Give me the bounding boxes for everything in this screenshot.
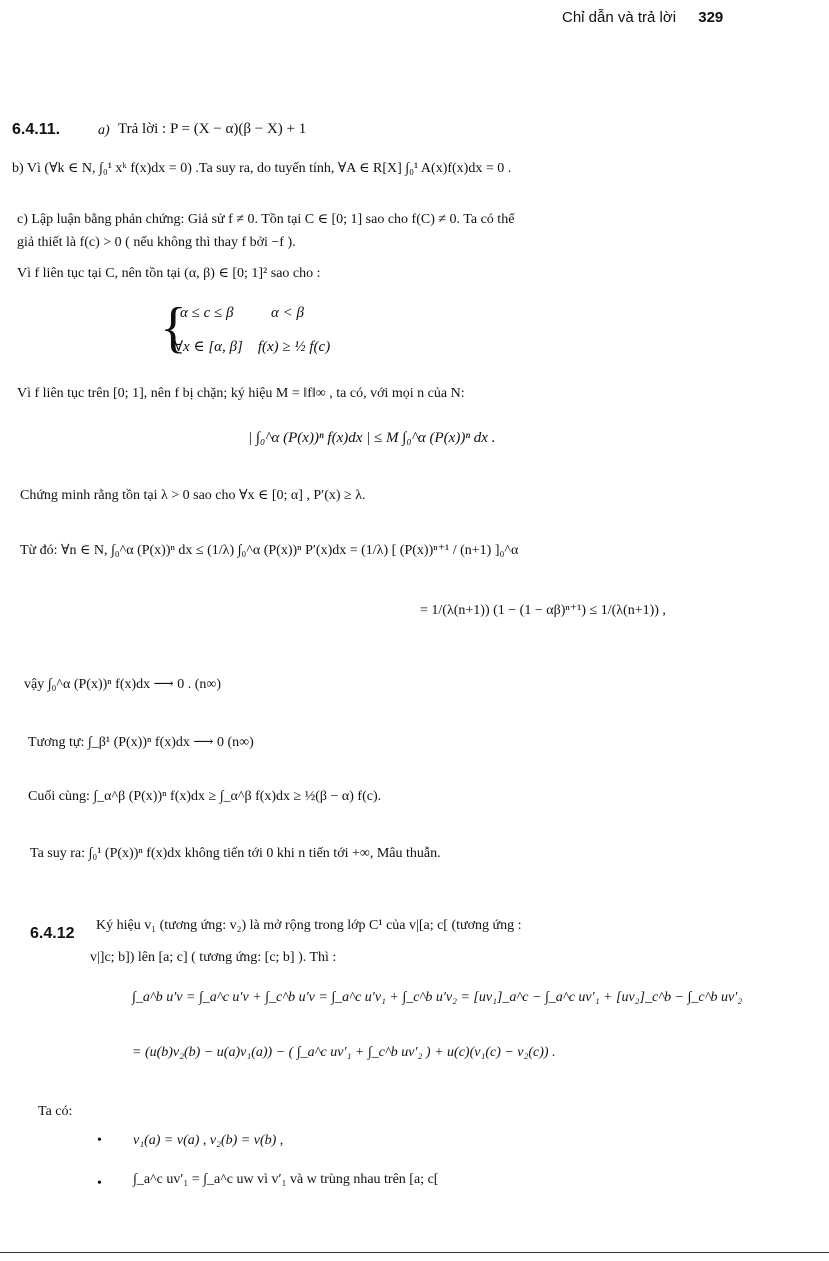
part-a-label: a) — [98, 123, 110, 138]
system-brace: { — [160, 297, 187, 359]
bounded-line: Vì f liên tục trên [0; 1], nên f bị chặn; ký hiệu M = ‖f‖∞ , ta có, với mọi n của N: — [17, 386, 465, 401]
integration-by-parts-eq1: ∫_a^b u′v = ∫_a^c u′v + ∫_c^b u′v = ∫_a^c u′v₁ + ∫_c^b u′v₂ = [uv₁]_a^c − ∫_a^c uv′₁ + [uv₂]_c^b − ∫_c^b uv′₂ — [132, 990, 743, 1005]
system-line-2: ∀x ∈ [α, β] f(x) ≥ ½ f(c) — [174, 339, 331, 355]
bullet-item-1: v₁(a) = v(a) , v₂(b) = v(b) , — [133, 1133, 284, 1148]
part-a-answer: Trả lời : P = (X − α)(β − X) + 1 — [118, 121, 307, 137]
final-inequality: Cuối cùng: ∫_α^β (P(x))ⁿ f(x)dx ≥ ∫_α^β f(x)dx ≥ ½(β − α) f(c). — [28, 789, 382, 804]
exercise-number-6-4-12: 6.4.12 — [30, 925, 75, 942]
bullet-item-2: ∫_a^c uv′₁ = ∫_a^c uw vì v′₁ và w trùng nhau trên [a; c[ — [133, 1172, 439, 1187]
exercise-number-6-4-11: 6.4.11. — [12, 121, 61, 138]
bullet-dot-2: • — [97, 1176, 102, 1191]
ta-co-label: Ta có: — [38, 1104, 73, 1119]
conclusion-line: Ta suy ra: ∫₀¹ (P(x))ⁿ f(x)dx không tiến tới 0 khi n tiến tới +∞, Mâu thuẫn. — [30, 846, 441, 861]
system-line-1: α ≤ c ≤ β α < β — [180, 305, 304, 321]
from-line: Từ đó: ∀n ∈ N, ∫₀^α (P(x))ⁿ dx ≤ (1/λ) ∫₀^α (P(x))ⁿ P′(x)dx = (1/λ) [ (P(x))ⁿ⁺¹ / (n+1) ]₀^α — [20, 543, 519, 558]
from-line-2: = 1/(λ(n+1)) (1 − (1 − αβ)ⁿ⁺¹) ≤ 1/(λ(n+1)) , — [420, 603, 666, 618]
running-header — [562, 9, 723, 26]
part-c-line1: c) Lập luận bằng phản chứng: Giả sử f ≠ 0. Tồn tại C ∈ [0; 1] sao cho f(C) ≠ 0. Ta có thể — [17, 212, 515, 227]
ex6412-line2: v|]c; b]) lên [a; c] ( tương ứng: [c; b] ). Thì : — [90, 950, 337, 965]
limit-line-2: Tương tự: ∫_β¹ (P(x))ⁿ f(x)dx ⟶ 0 (n∞) — [28, 735, 254, 750]
header-title: Chỉ dẫn và trả lời — [562, 9, 677, 26]
page-number: 329 — [698, 9, 724, 26]
part-b-line: b) Vì (∀k ∈ N, ∫₀¹ xᵏ f(x)dx = 0) .Ta suy ra, do tuyến tính, ∀A ∈ R[X] ∫₀¹ A(x)f(x)dx = 0 . — [12, 161, 512, 176]
bullet-dot-1: • — [97, 1133, 102, 1148]
integration-by-parts-eq2: = (u(b)v₂(b) − u(a)v₁(a)) − ( ∫_a^c uv′₁ + ∫_c^b uv′₂ ) + u(c)(v₁(c) − v₂(c)) . — [132, 1045, 556, 1060]
ex6412-line1: Ký hiệu v₁ (tương ứng: v₂) là mở rộng trong lớp C¹ của v|[a; c[ (tương ứng : — [96, 918, 522, 933]
inequality-1: | ∫₀^α (P(x))ⁿ f(x)dx | ≤ M ∫₀^α (P(x))ⁿ dx . — [248, 430, 496, 446]
page-bottom-rule — [0, 1252, 829, 1253]
limit-line-1: vậy ∫₀^α (P(x))ⁿ f(x)dx ⟶ 0 . (n∞) — [24, 677, 222, 692]
prove-line: Chứng minh rằng tồn tại λ > 0 sao cho ∀x ∈ [0; α] , P′(x) ≥ λ. — [20, 488, 366, 503]
part-c-line3: Vì f liên tục tại C, nên tồn tại (α, β) ∈ [0; 1]² sao cho : — [17, 266, 321, 281]
part-c-line2: giả thiết là f(c) > 0 ( nếu không thì thay f bởi −f ). — [17, 235, 296, 250]
